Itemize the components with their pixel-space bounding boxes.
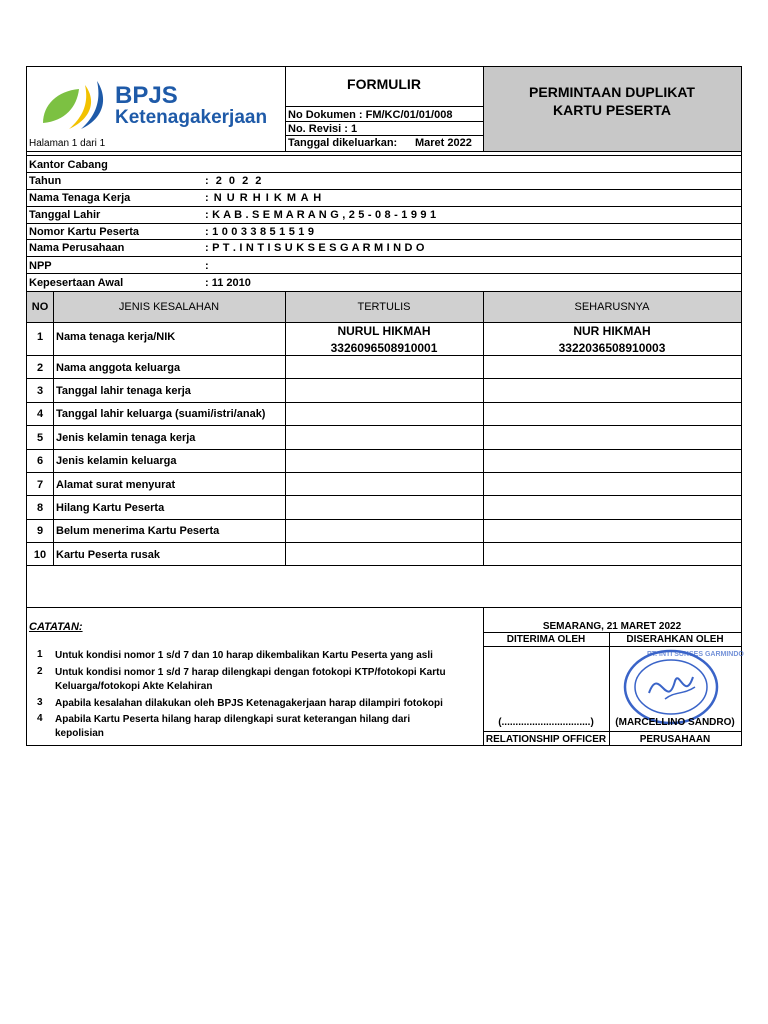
- nomor-kartu-label: Nomor Kartu Peserta: [29, 226, 140, 238]
- npp-label: NPP: [29, 260, 52, 272]
- catatan-item-text-cont: Keluarga/fotokopi Akte Kelahiran: [55, 681, 213, 692]
- tanggal-lahir-value: : K A B . S E M A R A N G , 2 5 - 0 8 - 1 9 9 1: [205, 209, 437, 221]
- catatan-item-text: Apabila Kartu Peserta hilang harap dilengkapi surat keterangan hilang dari: [55, 714, 411, 725]
- nomor-kartu-value: : 1 0 0 3 3 8 5 1 5 1 9: [205, 226, 315, 238]
- perusahaan-role: PERUSAHAAN: [639, 734, 711, 745]
- halaman-text: Halaman 1 dari 1: [29, 138, 106, 149]
- left-signature-name: (................................): [498, 717, 594, 728]
- row-tertulis-name: NURUL HIKMAH: [337, 324, 431, 338]
- company-stamp: [619, 647, 739, 727]
- row-no: 8: [36, 502, 44, 514]
- logo-ketenagakerjaan-text: Ketenagakerjaan: [115, 107, 268, 128]
- catatan-title: CATATAN:: [29, 621, 83, 633]
- col-seharusnya-header: SEHARUSNYA: [574, 301, 650, 313]
- bpjs-logo-icon: [39, 79, 109, 131]
- row-jenis: Tanggal lahir keluarga (suami/istri/anak): [56, 408, 266, 420]
- kepesertaan-awal-label: Kepesertaan Awal: [29, 277, 124, 289]
- row-jenis: Jenis kelamin keluarga: [56, 455, 177, 467]
- catatan-item-text: Apabila kesalahan dilakukan oleh BPJS Ketenagakerjaan harap dilampiri fotokopi: [55, 698, 443, 709]
- kepesertaan-awal-value: : 11 2010: [205, 277, 251, 289]
- catatan-item-no: 2: [37, 666, 43, 677]
- form-title-line1: PERMINTAAN DUPLIKAT: [529, 84, 695, 100]
- row-seharusnya-name: NUR HIKMAH: [573, 324, 651, 338]
- place-date: SEMARANG, 21 MARET 2022: [542, 621, 682, 632]
- row-no: 6: [36, 455, 44, 467]
- row-no: 9: [36, 525, 44, 537]
- right-signature-name: (MARCELLINO SANDRO): [615, 717, 735, 728]
- tanggal-label: Tanggal dikeluarkan:: [288, 137, 398, 149]
- diterima-oleh: DITERIMA OLEH: [506, 634, 586, 645]
- row-no: 2: [36, 362, 44, 374]
- stamp-text: PT. INTI SUKSES GARMINDO: [647, 651, 744, 658]
- kantor-cabang-label: Kantor Cabang: [29, 159, 108, 171]
- no-dokumen: No Dokumen : FM/KC/01/01/008: [288, 109, 453, 121]
- logo-bpjs-text: BPJS: [115, 82, 178, 109]
- tanggal-value: Maret 2022: [415, 137, 472, 149]
- row-jenis: Jenis kelamin tenaga kerja: [56, 432, 196, 444]
- form-sheet: [26, 66, 742, 746]
- row-no: 10: [33, 549, 47, 561]
- tanggal-lahir-label: Tanggal Lahir: [29, 209, 101, 221]
- diserahkan-oleh: DISERAHKAN OLEH: [626, 634, 724, 645]
- row-no: 1: [36, 331, 44, 343]
- npp-value: :: [205, 260, 209, 272]
- formulir-title: FORMULIR: [347, 76, 421, 92]
- col-jenis-header: JENIS KESALAHAN: [118, 301, 220, 313]
- row-seharusnya-nik: 3322036508910003: [558, 341, 666, 355]
- form-title-line2: KARTU PESERTA: [553, 102, 671, 118]
- catatan-item-no: 4: [37, 713, 43, 724]
- tahun-value: : 2 0 2 2: [205, 175, 264, 187]
- col-tertulis-header: TERTULIS: [357, 301, 411, 313]
- catatan-item-text: Untuk kondisi nomor 1 s/d 7 harap dilengkapi dengan fotokopi KTP/fotokopi Kartu: [55, 667, 446, 678]
- row-jenis: Nama tenaga kerja/NIK: [56, 331, 176, 343]
- row-no: 4: [36, 408, 44, 420]
- row-no: 5: [36, 432, 44, 444]
- row-jenis: Hilang Kartu Peserta: [56, 502, 165, 514]
- catatan-item-text-cont: kepolisian: [55, 728, 104, 739]
- row-no: 7: [36, 479, 44, 491]
- no-revisi: No. Revisi : 1: [288, 123, 358, 135]
- col-no-header: NO: [31, 301, 49, 313]
- catatan-item-text: Untuk kondisi nomor 1 s/d 7 dan 10 harap dikembalikan Kartu Peserta yang asli: [55, 650, 433, 661]
- row-no: 3: [36, 385, 44, 397]
- bpjs-logo: [39, 77, 279, 133]
- nama-perusahaan-value: : P T . I N T I S U K S E S G A R M I N D O: [205, 242, 425, 254]
- row-jenis: Tanggal lahir tenaga kerja: [56, 385, 191, 397]
- catatan-item-no: 3: [37, 697, 43, 708]
- relationship-officer: RELATIONSHIP OFFICER: [485, 734, 607, 745]
- row-jenis: Alamat surat menyurat: [56, 479, 176, 491]
- row-jenis: Kartu Peserta rusak: [56, 549, 160, 561]
- nama-tenaga-kerja-label: Nama Tenaga Kerja: [29, 192, 131, 204]
- tahun-label: Tahun: [29, 175, 62, 187]
- row-jenis: Belum menerima Kartu Peserta: [56, 525, 220, 537]
- nama-perusahaan-label: Nama Perusahaan: [29, 242, 125, 254]
- row-jenis: Nama anggota keluarga: [56, 362, 181, 374]
- row-tertulis-nik: 3326096508910001: [330, 341, 438, 355]
- nama-tenaga-kerja-value: : N U R H I K M A H: [205, 192, 323, 204]
- catatan-item-no: 1: [37, 649, 43, 660]
